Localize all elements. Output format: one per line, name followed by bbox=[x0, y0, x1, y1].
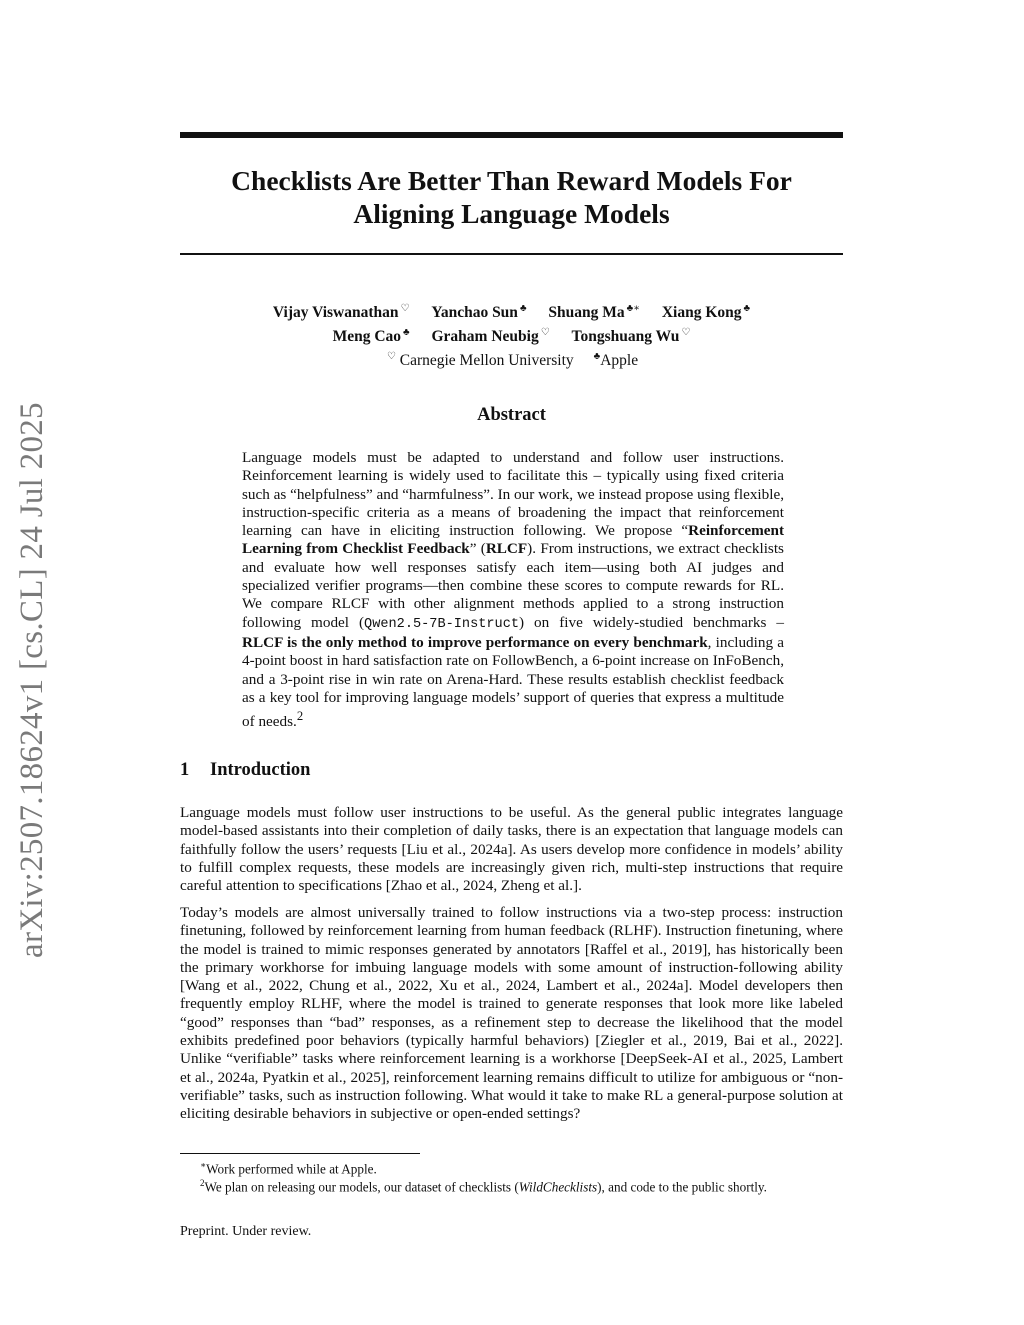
footnote-rule bbox=[180, 1153, 420, 1154]
author-mark: ♣∗ bbox=[626, 303, 640, 314]
affiliation-mark: ♡ bbox=[386, 351, 396, 363]
affiliation-name: Apple bbox=[600, 352, 639, 370]
page-footer: Preprint. Under review. bbox=[180, 1224, 312, 1239]
intro-paragraph-1: Language models must follow user instructions to be useful. As the general public integrates language model-based assistants into their completion of daily tasks, there is an expectation that language models can faithfully follow the users’ requests [Liu et al., 2024a]. As users develop more confidence in models’ ability to fulfill complex requests, these models are increasingly given rich, multi-step instructions that require careful attention to specifications [Zhao et al., 2024, Zheng et al.]. bbox=[180, 804, 843, 895]
author-name: Tongshuang Wu bbox=[571, 328, 680, 346]
footnote-dataset-name: WildChecklists bbox=[518, 1179, 598, 1195]
affiliations bbox=[180, 347, 843, 371]
abstract-text: , including a 4-point boost in hard satisfaction rate on FollowBench, a 6-point increase on InFoBench, and a 3-point rise in win rate on Arena-Hard. These results establish checklist feedback as a key tool for improving language models’ support of queries that express a multitude of needs. bbox=[242, 633, 784, 731]
arxiv-identifier: arXiv:2507.18624v1 [cs.CL] 24 Jul 2025 bbox=[14, 402, 50, 958]
abstract-body bbox=[242, 449, 784, 732]
author-row-2 bbox=[180, 323, 843, 347]
abstract-model-name: Qwen2.5-7B-Instruct bbox=[364, 616, 520, 632]
author-row-1 bbox=[180, 299, 843, 323]
abstract-text: ” ( bbox=[469, 540, 486, 558]
author-name: Yanchao Sun bbox=[431, 304, 518, 322]
title-top-rule bbox=[180, 132, 843, 138]
footnote-text: Work performed while at Apple. bbox=[206, 1161, 377, 1177]
author-mark: ♣ bbox=[519, 303, 527, 314]
title-line-2: Aligning Language Models bbox=[353, 198, 670, 229]
section-title: Introduction bbox=[210, 760, 311, 780]
footnote-mark: ∗ bbox=[200, 1160, 207, 1170]
author-name: Shuang Ma bbox=[548, 304, 625, 322]
author-mark: ♡ bbox=[400, 303, 410, 314]
title-line-1: Checklists Are Better Than Reward Models For bbox=[231, 165, 792, 196]
author-name: Graham Neubig bbox=[431, 328, 539, 346]
abstract-bold-method: Reinforcement Learning from Checklist Feedback bbox=[242, 522, 784, 558]
affiliation-mark: ♣ bbox=[593, 351, 601, 363]
author-mark: ♣ bbox=[403, 327, 410, 339]
footnote-mark: 2 bbox=[200, 1178, 205, 1188]
author-mark: ♡ bbox=[540, 327, 550, 339]
author-mark: ♣ bbox=[743, 303, 751, 314]
author-mark: ♡ bbox=[681, 327, 691, 339]
abstract-text: ) on five widely-studied benchmarks – bbox=[519, 613, 784, 631]
footnote-text: We plan on releasing our models, our dataset of checklists ( bbox=[204, 1179, 519, 1195]
author-block bbox=[180, 299, 843, 371]
abstract-bold-acronym: RLCF bbox=[485, 540, 528, 558]
author-name: Vijay Viswanathan bbox=[272, 304, 399, 322]
title-bottom-rule bbox=[180, 253, 843, 255]
paper-title bbox=[180, 164, 843, 230]
abstract-text: ). From instructions, we extract checklists and evaluate how well responses satisfy each item—using both AI judges and specialized verifier programs—then combine these scores to compute rewards for RL. We compare RLCF with other alignment methods applied to a strong instruction following model ( bbox=[242, 540, 784, 631]
abstract-bold-claim: RLCF is the only method to improve performance on every benchmark bbox=[242, 633, 708, 651]
intro-paragraph-2: Today’s models are almost universally trained to follow instructions via a two-step process: instruction finetuning, followed by reinforcement learning from human feedback (RLHF). Instruction finetuning, where the model is trained to mimic responses generated by annotators [Raffel et al., 2019], has historically been the primary workhorse for imbuing language models with some amount of instruction-following ability [Wang et al., 2022, Chung et al., 2022, Xu et al., 2024, Lambert et al., 2024a]. Model developers then frequently employ RLHF, where the model is trained to generate responses that look more like labeled “good” responses than “bad” responses, as a refinement step to decrease the likelihood that the model exhibits predefined poor behaviors (typically harmful behaviors) [Ziegler et al., 2019, Bai et al., 2022]. Unlike “verifiable” tasks where reinforcement learning is a workhorse [DeepSeek-AI et al., 2025, Lambert et al., 2024a, Pyatkin et al., 2025], reinforcement learning remains difficult to utilize for ambiguous or “non-verifiable” tasks, such as instruction following. What would it take to make RL a general-purpose solution at eliciting desirable behaviors in subjective or open-ended settings? bbox=[180, 904, 843, 1123]
author-name: Xiang Kong bbox=[661, 304, 742, 322]
abstract-heading: Abstract bbox=[477, 405, 546, 425]
affiliation-name: Carnegie Mellon University bbox=[399, 352, 574, 370]
footnote-ref[interactable]: 2 bbox=[296, 709, 304, 724]
footnote-2 bbox=[200, 1175, 767, 1195]
footnote-text: ), and code to the public shortly. bbox=[597, 1179, 767, 1195]
section-heading-introduction bbox=[180, 760, 310, 781]
section-number: 1 bbox=[180, 760, 190, 780]
author-name: Meng Cao bbox=[332, 328, 402, 346]
abstract-text: Language models must be adapted to understand and follow user instructions. Reinforcement learning is widely used to facilitate this – typically using fixed criteria such as “helpfulness” and “harmfulness”. In our work, we instead propose using flexible, instruction-specific criteria as a means of broadening the impact that reinforcement learning can have in eliciting instruction following. We propose “ bbox=[242, 449, 784, 540]
